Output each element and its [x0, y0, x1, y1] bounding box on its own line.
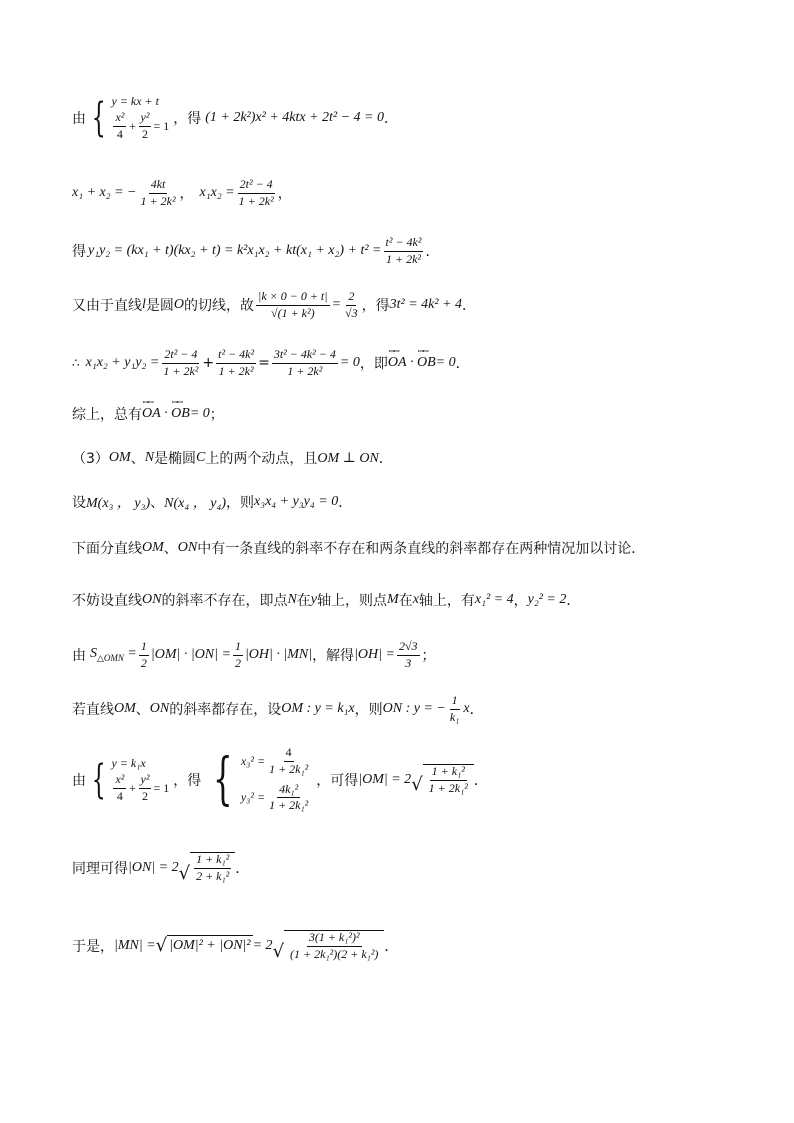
line-set-points: 设 M(x₃ ， y₃) 、 N(x₄ ， y₄) ，则 x₃x₄ + y₃y₄ = 0 ． — [72, 494, 353, 511]
quadratic-equation: (1 + 2k²)x² + 4ktx + 2t² − 4 = 0 — [205, 109, 385, 125]
line-case1: 不妨设直线 ON 的斜率不存在，即点 N 在 y 轴上，则点 M 在 x 轴上，有 x₁² = 4 ， y₂² = 2 ． — [72, 592, 581, 609]
line-tangent: 又由于直线 l 是圆 O 的切线，故 $\frac{|k \times 0 - 0 + t|}{\text{√(1 + k²)}}$ = $\frac{2}{√3}$ ，得 3t² = 4k² + 4 ． — [72, 289, 477, 320]
line-sum: ∴ x₁x₂ + y₁y₂ = $\frac{\text{2t² − 4}}{\text{1 + 2k²}}$ + $\frac{\text{t² − 4k²}}{\text{1 + 2k²}}$ = $\frac{\text{3t² − 4k² − 4}}{\text{1 + 2k²}}$ = 0 ，即 ꟷꟷ OA · ꟷꟷ OB = 0 ． — [72, 348, 470, 379]
line-part3: （3） OM 、 N 是椭圆 C 上的两个动点，且 OM ⊥ ON ． — [72, 450, 393, 467]
line-system-2: 由 { y = k₁x $\frac{\text{x²}}{4}$ + $\frac{\text{y²}}{2}$ = 1 ，得 { x₃² = $\frac{4}{\text{1 + 2k₁²}}$ y₃² = $\frac{\text{4k₁²}}{\text{1 + 2k₁²}}$ ，可得 |OM| = 2 √ $\frac{\text{1 + k₁²}}{\text{1 + 2k₁²}}$ ． — [72, 745, 488, 813]
line-vieta: x₁ + x₂ = − $\frac{4kt}{\text{1 + 2k²}}$ ， x₁x₂ = $\frac{\text{2t² − 4}}{\text{1 + 2k²}}$ ， — [72, 177, 292, 208]
line-ON: 同理可得 |ON| = 2 √ $\frac{\text{1 + k₁²}}{\text{2 + k₁²}}$ ． — [72, 852, 250, 884]
line-area: 由 $S_{\triangle OMN}$ = $\frac{1}{2}$ |OM| · |ON| = $\frac{1}{2}$ |OH| · |MN| ，解得 |OH| = $\frac{2√3}{3}$ ； — [72, 639, 436, 670]
text-de: ，得 — [173, 110, 202, 127]
line-conclusion: 综上，总有 ꟷꟷ OA · ꟷꟷ OB = 0 ； — [72, 404, 224, 424]
line-y1y2: 得 y₁y₂ = (kx₁ + t)(kx₂ + t) = k²x₁x₂ + kt(x₁ + x₂) + t² = $\frac{\text{t² − 4k²}}{\text{1 + 2k²}}$ ． — [72, 235, 440, 266]
line-MN: 于是， |MN| = √ |OM|² + |ON|² = 2 √ $\frac{\text{3(1 + k₁²)²}}{\text{(1 + 2k₁²)(2 + k₁²)}}$ ． — [72, 930, 399, 962]
line-system-1 — [72, 94, 398, 142]
period: ． — [384, 110, 399, 127]
equation-system: { y = kx + t $\frac{\text{x²}}{4}$ + $\frac{\text{y²}}{2}$ = 1 — [91, 94, 170, 141]
text-you: 由 — [72, 110, 86, 127]
line-cases: 下面分直线 OM 、 ON 中有一条直线的斜率不存在和两条直线的斜率都存在两种情况加以讨论． — [72, 540, 646, 557]
line-case2: 若直线 OM 、 ON 的斜率都存在，设 OM : y = k₁x ，则 ON : y = − $\frac{1}{\text{k₁}}$ x ． — [72, 693, 484, 724]
